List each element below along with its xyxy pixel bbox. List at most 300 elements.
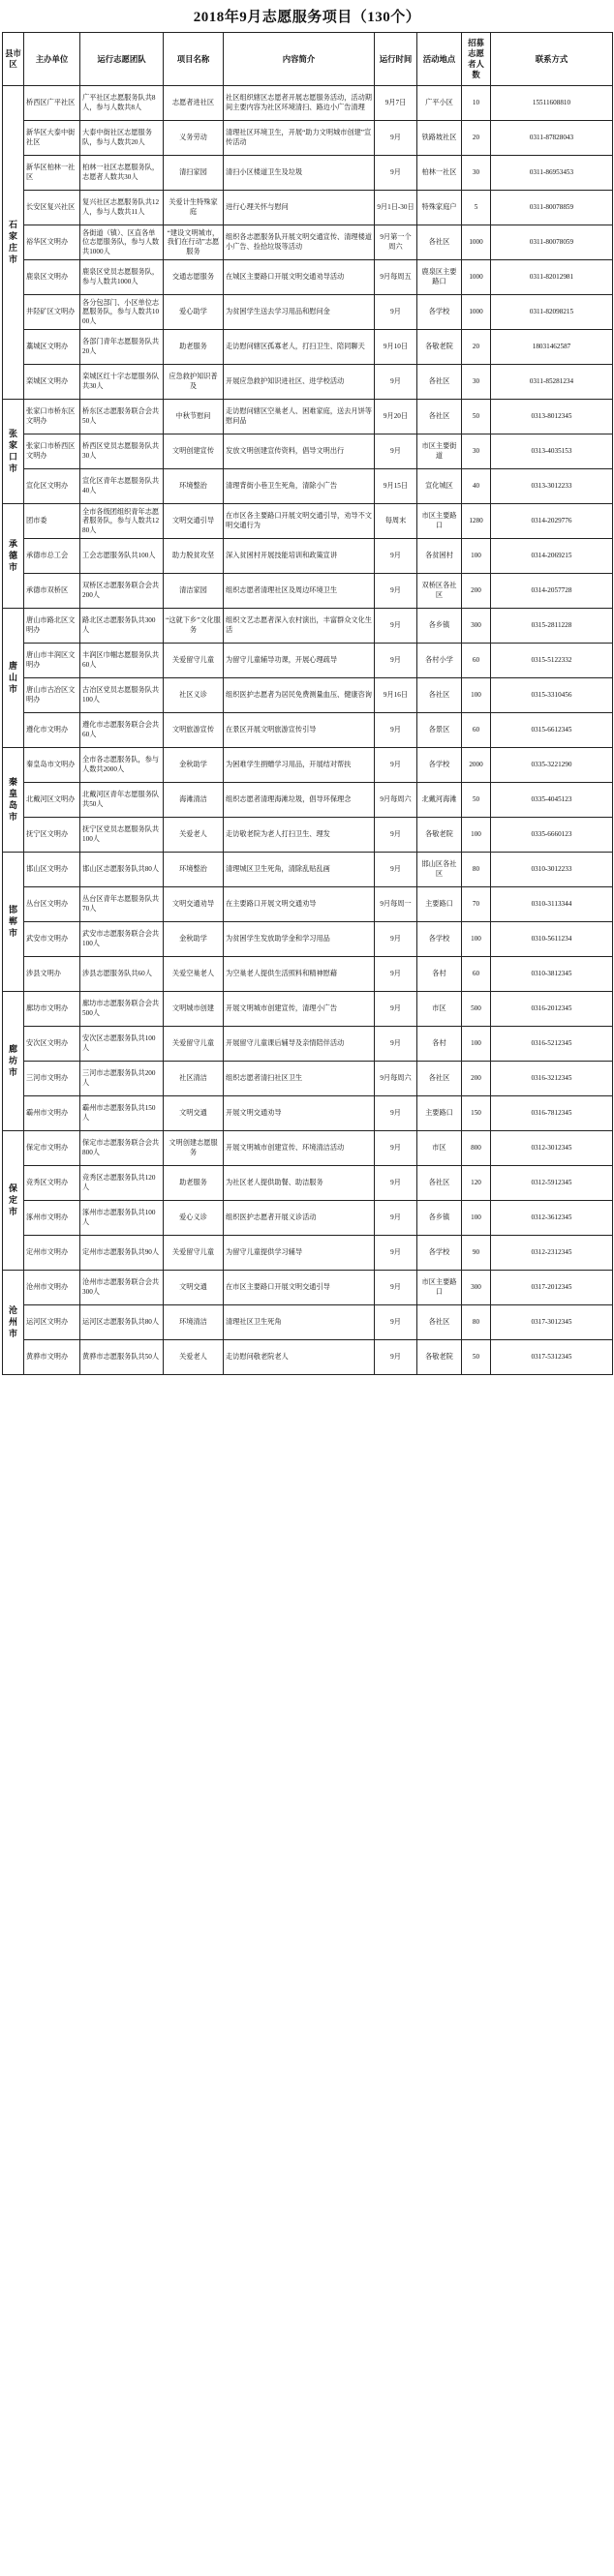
place-cell: 各村小学 (417, 644, 462, 678)
contact-cell: 18031462587 (491, 330, 613, 365)
time-cell: 9月 (375, 992, 417, 1027)
table-row (3, 1027, 613, 1062)
place-cell: 各敬老院 (417, 818, 462, 853)
contact-cell: 0311-80078059 (491, 225, 613, 260)
team-cell: 桥西区党员志愿服务队共30人 (80, 434, 164, 469)
description-cell: 组织志愿者清理海滩垃圾，倡导环保理念 (224, 783, 375, 818)
volunteer-count-cell: 20 (462, 121, 491, 156)
description-cell: 组织志愿者清扫社区卫生 (224, 1062, 375, 1096)
team-cell: 武安市志愿服务联合会共100人 (80, 922, 164, 957)
time-cell: 9月 (375, 922, 417, 957)
description-cell: 发放文明创建宣传资料，倡导文明出行 (224, 434, 375, 469)
project-name-cell: 助老服务 (164, 1166, 224, 1201)
project-name-cell: 关爱留守儿童 (164, 1236, 224, 1271)
time-cell: 9月 (375, 1340, 417, 1375)
project-name-cell: 环境整治 (164, 853, 224, 887)
team-cell: 各街道（镇）、区直各单位志愿服务队，参与人数共1000人 (80, 225, 164, 260)
volunteer-count-cell: 800 (462, 1131, 491, 1166)
project-name-cell: 社区义诊 (164, 678, 224, 713)
county-cell: 廊坊市 (3, 992, 24, 1131)
team-cell: 路北区志愿服务队共300人 (80, 609, 164, 644)
volunteer-count-cell: 1000 (462, 260, 491, 295)
project-name-cell: 关爱空巢老人 (164, 957, 224, 992)
contact-cell: 0317-2012345 (491, 1271, 613, 1305)
team-cell: 宣化区青年志愿服务队共40人 (80, 469, 164, 504)
team-cell: 涿州市志愿服务队共100人 (80, 1201, 164, 1236)
description-cell: 清理城区卫生死角，清除乱贴乱画 (224, 853, 375, 887)
time-cell: 9月 (375, 957, 417, 992)
county-cell: 张家口市 (3, 400, 24, 504)
organizer-cell: 长安区复兴社区 (24, 191, 80, 225)
project-name-cell: 文明交通 (164, 1096, 224, 1131)
team-cell: 复兴社区志愿服务队共12人，参与人数共11人 (80, 191, 164, 225)
volunteer-count-cell: 30 (462, 434, 491, 469)
contact-cell: 0310-5611234 (491, 922, 613, 957)
place-cell: 主要路口 (417, 887, 462, 922)
project-name-cell: 环境清洁 (164, 1305, 224, 1340)
contact-cell: 0315-3310456 (491, 678, 613, 713)
table-row (3, 748, 613, 783)
volunteer-count-cell: 150 (462, 1096, 491, 1131)
place-cell: 双桥区各社区 (417, 574, 462, 609)
contact-cell: 0317-3012345 (491, 1305, 613, 1340)
project-name-cell: 应急救护知识普及 (164, 365, 224, 400)
table-row (3, 191, 613, 225)
time-cell: 9月 (375, 1166, 417, 1201)
project-name-cell: 文明交通引导 (164, 504, 224, 539)
description-cell: 深入贫困村开展技能培训和政策宣讲 (224, 539, 375, 574)
volunteer-count-cell: 80 (462, 1305, 491, 1340)
time-cell: 9月20日 (375, 400, 417, 434)
time-cell: 每周末 (375, 504, 417, 539)
table-row (3, 1305, 613, 1340)
organizer-cell: 栾城区文明办 (24, 365, 80, 400)
table-row (3, 434, 613, 469)
contact-cell: 0314-2069215 (491, 539, 613, 574)
place-cell: 北戴河海滩 (417, 783, 462, 818)
contact-cell: 0311-87828043 (491, 121, 613, 156)
table-row (3, 504, 613, 539)
team-cell: 各分包部门、小区单位志愿服务队，参与人数共1000人 (80, 295, 164, 330)
volunteer-count-cell: 1000 (462, 225, 491, 260)
team-cell: 双桥区志愿服务联合会共200人 (80, 574, 164, 609)
project-name-cell: 中秋节慰问 (164, 400, 224, 434)
description-cell: 为留守儿童提供学习辅导 (224, 1236, 375, 1271)
table-row (3, 609, 613, 644)
organizer-cell: 秦皇岛市文明办 (24, 748, 80, 783)
team-cell: 全市各级团组织青年志愿者服务队，参与人数共1280人 (80, 504, 164, 539)
county-cell: 沧州市 (3, 1271, 24, 1375)
organizer-cell: 邯山区文明办 (24, 853, 80, 887)
place-cell: 特殊家庭户 (417, 191, 462, 225)
project-name-cell: 文明城市创建 (164, 992, 224, 1027)
description-cell: 清理社区环境卫生，开展“助力文明城市创建”宣传活动 (224, 121, 375, 156)
table-row (3, 260, 613, 295)
time-cell: 9月 (375, 156, 417, 191)
county-cell: 唐山市 (3, 609, 24, 748)
table-row (3, 400, 613, 434)
description-cell: 清理社区卫生死角 (224, 1305, 375, 1340)
place-cell: 市区主要路口 (417, 504, 462, 539)
organizer-cell: 三河市文明办 (24, 1062, 80, 1096)
contact-cell: 0311-86953453 (491, 156, 613, 191)
description-cell: 在主要路口开展文明交通劝导 (224, 887, 375, 922)
time-cell: 9月 (375, 1201, 417, 1236)
place-cell: 鹿泉区主要路口 (417, 260, 462, 295)
organizer-cell: 张家口市桥东区文明办 (24, 400, 80, 434)
place-cell: 各学校 (417, 295, 462, 330)
project-name-cell: 社区清洁 (164, 1062, 224, 1096)
project-name-cell: 环境整治 (164, 469, 224, 504)
organizer-cell: 承德市双桥区 (24, 574, 80, 609)
team-cell: 遵化市志愿服务联合会共60人 (80, 713, 164, 748)
description-cell: 走访慰问辖区空巢老人、困难家庭，送去月饼等慰问品 (224, 400, 375, 434)
time-cell: 9月 (375, 1027, 417, 1062)
table-row (3, 469, 613, 504)
contact-cell: 0313-3012233 (491, 469, 613, 504)
contact-cell: 0312-5912345 (491, 1166, 613, 1201)
time-cell: 9月10日 (375, 330, 417, 365)
table-row (3, 539, 613, 574)
header-description: 内容简介 (224, 33, 375, 86)
volunteer-count-cell: 100 (462, 678, 491, 713)
time-cell: 9月7日 (375, 86, 417, 121)
table-row (3, 1096, 613, 1131)
place-cell: 各社区 (417, 1305, 462, 1340)
project-name-cell: 关爱留守儿童 (164, 1027, 224, 1062)
description-cell: 组织医护志愿者开展义诊活动 (224, 1201, 375, 1236)
project-name-cell: 金秋助学 (164, 922, 224, 957)
team-cell: 桥东区志愿服务联合会共50人 (80, 400, 164, 434)
place-cell: 各村 (417, 957, 462, 992)
table-row (3, 922, 613, 957)
volunteer-count-cell: 100 (462, 1201, 491, 1236)
table-row (3, 678, 613, 713)
volunteer-count-cell: 200 (462, 1062, 491, 1096)
volunteer-count-cell: 30 (462, 365, 491, 400)
organizer-cell: 涉县文明办 (24, 957, 80, 992)
time-cell: 9月16日 (375, 678, 417, 713)
project-name-cell: “建设文明城市，我们在行动”志愿服务 (164, 225, 224, 260)
organizer-cell: 张家口市桥西区文明办 (24, 434, 80, 469)
organizer-cell: 竞秀区文明办 (24, 1166, 80, 1201)
table-row (3, 1201, 613, 1236)
place-cell: 各社区 (417, 365, 462, 400)
time-cell: 9月 (375, 434, 417, 469)
team-cell: 各部门青年志愿服务队共20人 (80, 330, 164, 365)
header-team: 运行志愿团队 (80, 33, 164, 86)
description-cell: 走访慰问辖区孤寡老人，打扫卫生、陪同聊天 (224, 330, 375, 365)
time-cell: 9月 (375, 748, 417, 783)
volunteer-count-cell: 20 (462, 330, 491, 365)
contact-cell: 0311-85281234 (491, 365, 613, 400)
contact-cell: 0316-3212345 (491, 1062, 613, 1096)
team-cell: 抚宁区党员志愿服务队共100人 (80, 818, 164, 853)
contact-cell: 0311-82098215 (491, 295, 613, 330)
table-row (3, 225, 613, 260)
team-cell: 广平社区志愿服务队共8人，参与人数共8人 (80, 86, 164, 121)
contact-cell: 0335-3221290 (491, 748, 613, 783)
organizer-cell: 保定市文明办 (24, 1131, 80, 1166)
header-place: 活动地点 (417, 33, 462, 86)
project-name-cell: 关爱留守儿童 (164, 644, 224, 678)
place-cell: 各社区 (417, 678, 462, 713)
volunteer-count-cell: 1000 (462, 295, 491, 330)
county-cell: 秦皇岛市 (3, 748, 24, 853)
time-cell: 9月 (375, 121, 417, 156)
place-cell: 广平小区 (417, 86, 462, 121)
project-name-cell: 文明旅游宣传 (164, 713, 224, 748)
place-cell: 市区主要街道 (417, 434, 462, 469)
description-cell: 为贫困学生发放助学金和学习用品 (224, 922, 375, 957)
time-cell: 9月 (375, 1236, 417, 1271)
time-cell: 9月 (375, 818, 417, 853)
time-cell: 9月 (375, 644, 417, 678)
project-name-cell: “这就下乡”文化服务 (164, 609, 224, 644)
project-name-cell: 关爱老人 (164, 818, 224, 853)
table-row (3, 295, 613, 330)
table-row (3, 1271, 613, 1305)
time-cell: 9月 (375, 713, 417, 748)
team-cell: 鹿泉区党员志愿服务队，参与人数共1000人 (80, 260, 164, 295)
organizer-cell: 定州市文明办 (24, 1236, 80, 1271)
place-cell: 市区 (417, 1131, 462, 1166)
county-cell: 承德市 (3, 504, 24, 609)
description-cell: 开展应急救护知识进社区、进学校活动 (224, 365, 375, 400)
team-cell: 涉县志愿服务队共60人 (80, 957, 164, 992)
contact-cell: 0316-5212345 (491, 1027, 613, 1062)
volunteer-count-cell: 50 (462, 400, 491, 434)
description-cell: 在市区各主要路口开展文明交通引导，劝导不文明交通行为 (224, 504, 375, 539)
description-cell: 在城区主要路口开展文明交通劝导活动 (224, 260, 375, 295)
contact-cell: 0315-2811228 (491, 609, 613, 644)
table-row (3, 887, 613, 922)
contact-cell: 0314-2057728 (491, 574, 613, 609)
contact-cell: 0311-80078859 (491, 191, 613, 225)
team-cell: 大泰中街社区志愿服务队，参与人数共20人 (80, 121, 164, 156)
time-cell: 9月 (375, 1096, 417, 1131)
volunteer-count-cell: 300 (462, 1271, 491, 1305)
table-row (3, 1340, 613, 1375)
team-cell: 定州市志愿服务队共90人 (80, 1236, 164, 1271)
volunteer-projects-table (2, 32, 613, 1375)
team-cell: 古冶区党员志愿服务队共100人 (80, 678, 164, 713)
place-cell: 各村 (417, 1027, 462, 1062)
project-name-cell: 爱心助学 (164, 295, 224, 330)
volunteer-count-cell: 1280 (462, 504, 491, 539)
description-cell: 组织医护志愿者为居民免费测量血压、健康咨询 (224, 678, 375, 713)
volunteer-count-cell: 2000 (462, 748, 491, 783)
table-row (3, 853, 613, 887)
header-volunteers: 招募志愿者人数 (462, 33, 491, 86)
description-cell: 走访慰问敬老院老人 (224, 1340, 375, 1375)
table-row (3, 818, 613, 853)
team-cell: 廊坊市志愿服务联合会共500人 (80, 992, 164, 1027)
team-cell: 工会志愿服务队共100人 (80, 539, 164, 574)
table-header-row (3, 33, 613, 86)
project-name-cell: 金秋助学 (164, 748, 224, 783)
team-cell: 黄骅市志愿服务队共50人 (80, 1340, 164, 1375)
description-cell: 为贫困学生送去学习用品和慰问金 (224, 295, 375, 330)
table-row (3, 713, 613, 748)
time-cell: 9月每周六 (375, 783, 417, 818)
description-cell: 组织文艺志愿者深入农村演出，丰富群众文化生活 (224, 609, 375, 644)
project-name-cell: 爱心义诊 (164, 1201, 224, 1236)
project-name-cell: 文明交通 (164, 1271, 224, 1305)
table-row (3, 1131, 613, 1166)
contact-cell: 0313-4035153 (491, 434, 613, 469)
place-cell: 各学校 (417, 922, 462, 957)
project-name-cell: 海滩清洁 (164, 783, 224, 818)
volunteer-count-cell: 50 (462, 783, 491, 818)
team-cell: 栾城区红十字志愿服务队共30人 (80, 365, 164, 400)
description-cell: 组织志愿者清理社区及周边环境卫生 (224, 574, 375, 609)
team-cell: 北戴河区青年志愿服务队共50人 (80, 783, 164, 818)
place-cell: 市区 (417, 992, 462, 1027)
table-row (3, 957, 613, 992)
organizer-cell: 涿州市文明办 (24, 1201, 80, 1236)
description-cell: 清理背街小巷卫生死角，清除小广告 (224, 469, 375, 504)
time-cell: 9月 (375, 1131, 417, 1166)
organizer-cell: 唐山市丰润区文明办 (24, 644, 80, 678)
organizer-cell: 团市委 (24, 504, 80, 539)
contact-cell: 0314-2029776 (491, 504, 613, 539)
table-row (3, 992, 613, 1027)
county-cell: 石家庄市 (3, 86, 24, 400)
time-cell: 9月每周五 (375, 260, 417, 295)
project-name-cell: 关爱计生特殊家庭 (164, 191, 224, 225)
description-cell: 为空巢老人提供生活照料和精神慰藉 (224, 957, 375, 992)
organizer-cell: 丛台区文明办 (24, 887, 80, 922)
contact-cell: 0316-7812345 (491, 1096, 613, 1131)
description-cell: 走访敬老院为老人打扫卫生、理发 (224, 818, 375, 853)
place-cell: 铁路坡社区 (417, 121, 462, 156)
organizer-cell: 运河区文明办 (24, 1305, 80, 1340)
description-cell: 在景区开展文明旅游宣传引导 (224, 713, 375, 748)
header-organizer: 主办单位 (24, 33, 80, 86)
description-cell: 在市区主要路口开展文明交通引导 (224, 1271, 375, 1305)
time-cell: 9月 (375, 1305, 417, 1340)
description-cell: 为留守儿童辅导功课，开展心理疏导 (224, 644, 375, 678)
organizer-cell: 鹿泉区文明办 (24, 260, 80, 295)
table-row (3, 365, 613, 400)
volunteer-count-cell: 100 (462, 1027, 491, 1062)
volunteer-count-cell: 5 (462, 191, 491, 225)
description-cell: 为社区老人提供助餐、助洁服务 (224, 1166, 375, 1201)
team-cell: 安次区志愿服务队共100人 (80, 1027, 164, 1062)
table-row (3, 783, 613, 818)
place-cell: 各学校 (417, 748, 462, 783)
team-cell: 丛台区青年志愿服务队共70人 (80, 887, 164, 922)
table-row (3, 156, 613, 191)
table-row (3, 1062, 613, 1096)
volunteer-count-cell: 200 (462, 574, 491, 609)
volunteer-count-cell: 50 (462, 1340, 491, 1375)
volunteer-count-cell: 10 (462, 86, 491, 121)
description-cell: 组织各志愿服务队开展文明交通宣传、清理楼道小广告、捡拾垃圾等活动 (224, 225, 375, 260)
time-cell: 9月 (375, 539, 417, 574)
volunteer-count-cell: 40 (462, 469, 491, 504)
volunteer-count-cell: 60 (462, 957, 491, 992)
project-name-cell: 义务劳动 (164, 121, 224, 156)
place-cell: 各乡镇 (417, 609, 462, 644)
header-contact: 联系方式 (491, 33, 613, 86)
team-cell: 邯山区志愿服务队共80人 (80, 853, 164, 887)
time-cell: 9月每周六 (375, 1062, 417, 1096)
organizer-cell: 北戴河区文明办 (24, 783, 80, 818)
organizer-cell: 井陉矿区文明办 (24, 295, 80, 330)
organizer-cell: 黄骅市文明办 (24, 1340, 80, 1375)
organizer-cell: 沧州市文明办 (24, 1271, 80, 1305)
header-time: 运行时间 (375, 33, 417, 86)
team-cell: 全市各志愿服务队，参与人数共2000人 (80, 748, 164, 783)
volunteer-count-cell: 80 (462, 853, 491, 887)
team-cell: 丰润区巾帼志愿服务队共60人 (80, 644, 164, 678)
volunteer-count-cell: 100 (462, 922, 491, 957)
time-cell: 9月每周一 (375, 887, 417, 922)
contact-cell: 0310-3113344 (491, 887, 613, 922)
organizer-cell: 唐山市古冶区文明办 (24, 678, 80, 713)
team-cell: 运河区志愿服务队共80人 (80, 1305, 164, 1340)
place-cell: 各社区 (417, 225, 462, 260)
place-cell: 各学校 (417, 1236, 462, 1271)
organizer-cell: 承德市总工会 (24, 539, 80, 574)
volunteer-count-cell: 60 (462, 644, 491, 678)
place-cell: 各敬老院 (417, 330, 462, 365)
description-cell: 社区组织辖区志愿者开展志愿服务活动，活动期间主要内容为社区环境清扫、路边小广告清理 (224, 86, 375, 121)
table-row (3, 1236, 613, 1271)
place-cell: 各贫困村 (417, 539, 462, 574)
time-cell: 9月 (375, 365, 417, 400)
table-row (3, 121, 613, 156)
team-cell: 竞秀区志愿服务队共120人 (80, 1166, 164, 1201)
project-name-cell: 文明创建宣传 (164, 434, 224, 469)
team-cell: 霸州市志愿服务队共150人 (80, 1096, 164, 1131)
organizer-cell: 武安市文明办 (24, 922, 80, 957)
place-cell: 市区主要路口 (417, 1271, 462, 1305)
volunteer-count-cell: 300 (462, 609, 491, 644)
contact-cell: 0316-2012345 (491, 992, 613, 1027)
volunteer-count-cell: 70 (462, 887, 491, 922)
description-cell: 清扫小区楼道卫生及垃圾 (224, 156, 375, 191)
project-name-cell: 志愿者进社区 (164, 86, 224, 121)
place-cell: 各敬老院 (417, 1340, 462, 1375)
place-cell: 各社区 (417, 1166, 462, 1201)
organizer-cell: 唐山市路北区文明办 (24, 609, 80, 644)
contact-cell: 0310-3012233 (491, 853, 613, 887)
organizer-cell: 安次区文明办 (24, 1027, 80, 1062)
contact-cell: 0313-8012345 (491, 400, 613, 434)
description-cell: 为困难学生捐赠学习用品，开展结对帮扶 (224, 748, 375, 783)
volunteer-count-cell: 500 (462, 992, 491, 1027)
organizer-cell: 抚宁区文明办 (24, 818, 80, 853)
project-name-cell: 文明交通劝导 (164, 887, 224, 922)
contact-cell: 0335-6660123 (491, 818, 613, 853)
description-cell: 进行心理关怀与慰问 (224, 191, 375, 225)
description-cell: 开展文明交通劝导 (224, 1096, 375, 1131)
contact-cell: 0311-82012981 (491, 260, 613, 295)
contact-cell: 0317-5312345 (491, 1340, 613, 1375)
organizer-cell: 新华区大泰中街社区 (24, 121, 80, 156)
contact-cell: 0312-2312345 (491, 1236, 613, 1271)
volunteer-count-cell: 90 (462, 1236, 491, 1271)
team-cell: 保定市志愿服务联合会共800人 (80, 1131, 164, 1166)
time-cell: 9月15日 (375, 469, 417, 504)
volunteer-count-cell: 60 (462, 713, 491, 748)
place-cell: 各景区 (417, 713, 462, 748)
volunteer-count-cell: 100 (462, 818, 491, 853)
contact-cell: 0312-3612345 (491, 1201, 613, 1236)
